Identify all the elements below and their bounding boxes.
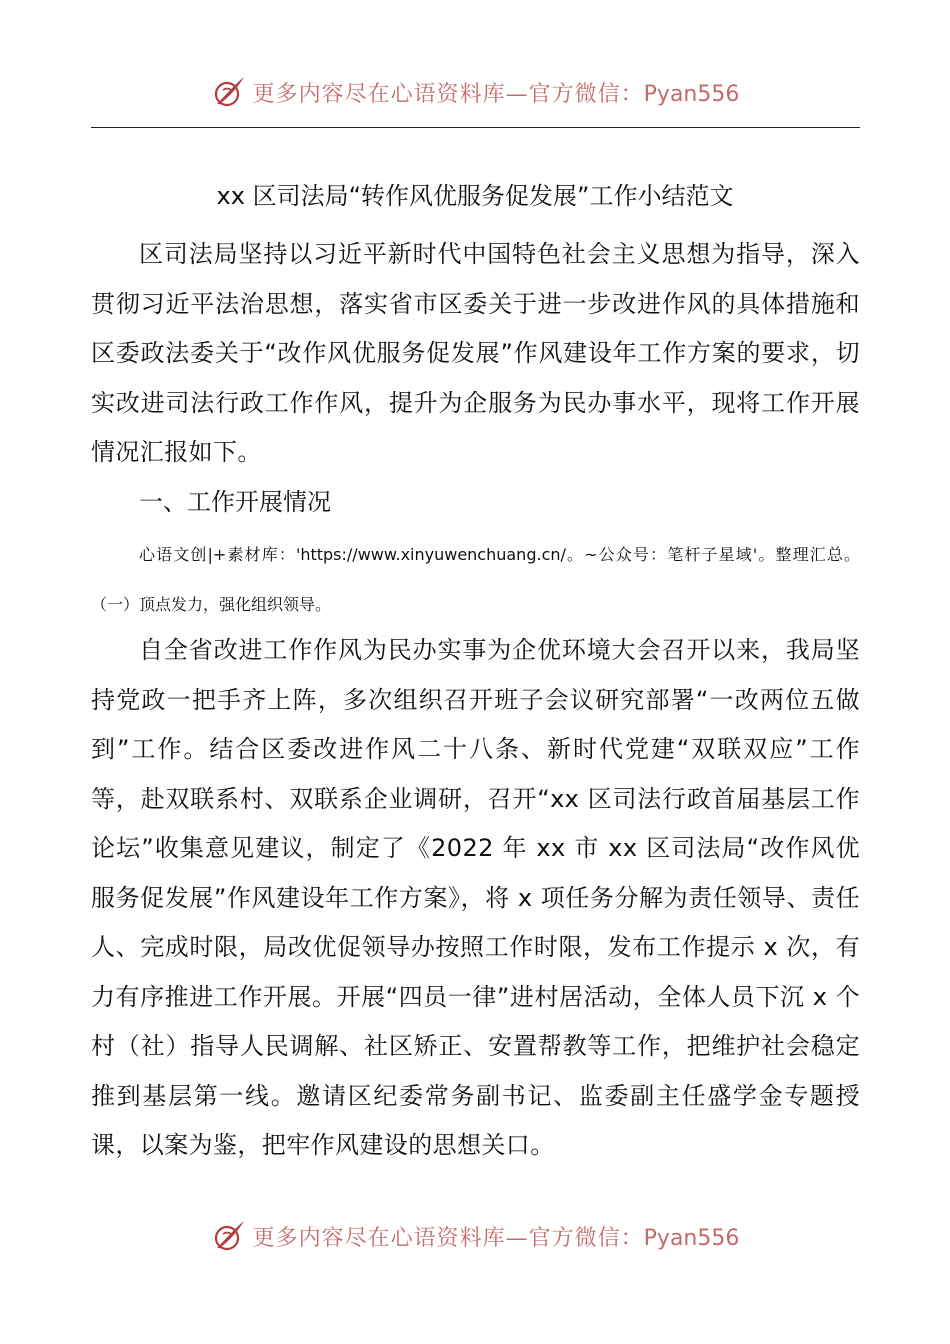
watermark-cn: 更多内容尽在心语资料库—官方微信：	[252, 1225, 644, 1251]
intro-paragraph: 区司法局坚持以习近平新时代中国特色社会主义思想为指导，深入贯彻习近平法治思想，落实省市区委关于进一步改进作风的具体措施和区委政法委关于“改作风优服务促发展”作风建设年工作方案的要求，切实改进司法行政工作作风，提升为企服务为民办事水平，现将工作开展情况汇报如下。	[91, 240, 860, 466]
wechat-id: Pyan556	[643, 1225, 740, 1251]
watermark-cn: 更多内容尽在心语资料库—官方微信：	[252, 81, 644, 107]
watermark-text	[253, 77, 740, 108]
body-paragraph: 自全省改进工作作风为民办实事为企优环境大会召开以来，我局坚持党政一把手齐上阵，多次组织召开班子会议研究部署“一改两位五做到”工作。结合区委改进作风二十八条、新时代党建“双联双应”工作等，赴双联系村、双联系企业调研，召开“xx 区司法行政首届基层工作论坛”收集意见建议，制定了《2022 年 xx 市 xx 区司法局“改作风优服务促发展”作风建设年工作方案》，将 x 项任务分解为责任领导、责任人、完成时限，局改优促领导办按照工作时限，发布工作提示 x 次，有力有序推进工作开展。开展“四员一律”进村居活动，全体人员下沉 x 个村（社）指导人民调解、社区矫正、安置帮教等工作，把维护社会稳定推到基层第一线。邀请区纪委常务副书记、监委副主任盛学金专题授课，以案为鉴，把牢作风建设的思想关口。	[91, 636, 860, 1159]
footer-watermark	[0, 1216, 950, 1256]
wechat-id: Pyan556	[643, 81, 740, 107]
quill-logo-icon	[211, 74, 247, 110]
quill-logo-icon	[211, 1218, 247, 1254]
header-watermark	[0, 72, 950, 112]
document-title: xx 区司法局“转作风优服务促发展”工作小结范文	[216, 182, 734, 210]
section-heading: 一、工作开展情况	[139, 488, 331, 516]
source-note: 心语文创|+素材库：'https://www.xinyuwenchuang.cn/。~公众号：笔杆子星域'。整理汇总。（一）顶点发力，强化组织领导。	[91, 545, 860, 614]
header-divider	[91, 127, 860, 128]
watermark-text	[253, 1221, 740, 1252]
